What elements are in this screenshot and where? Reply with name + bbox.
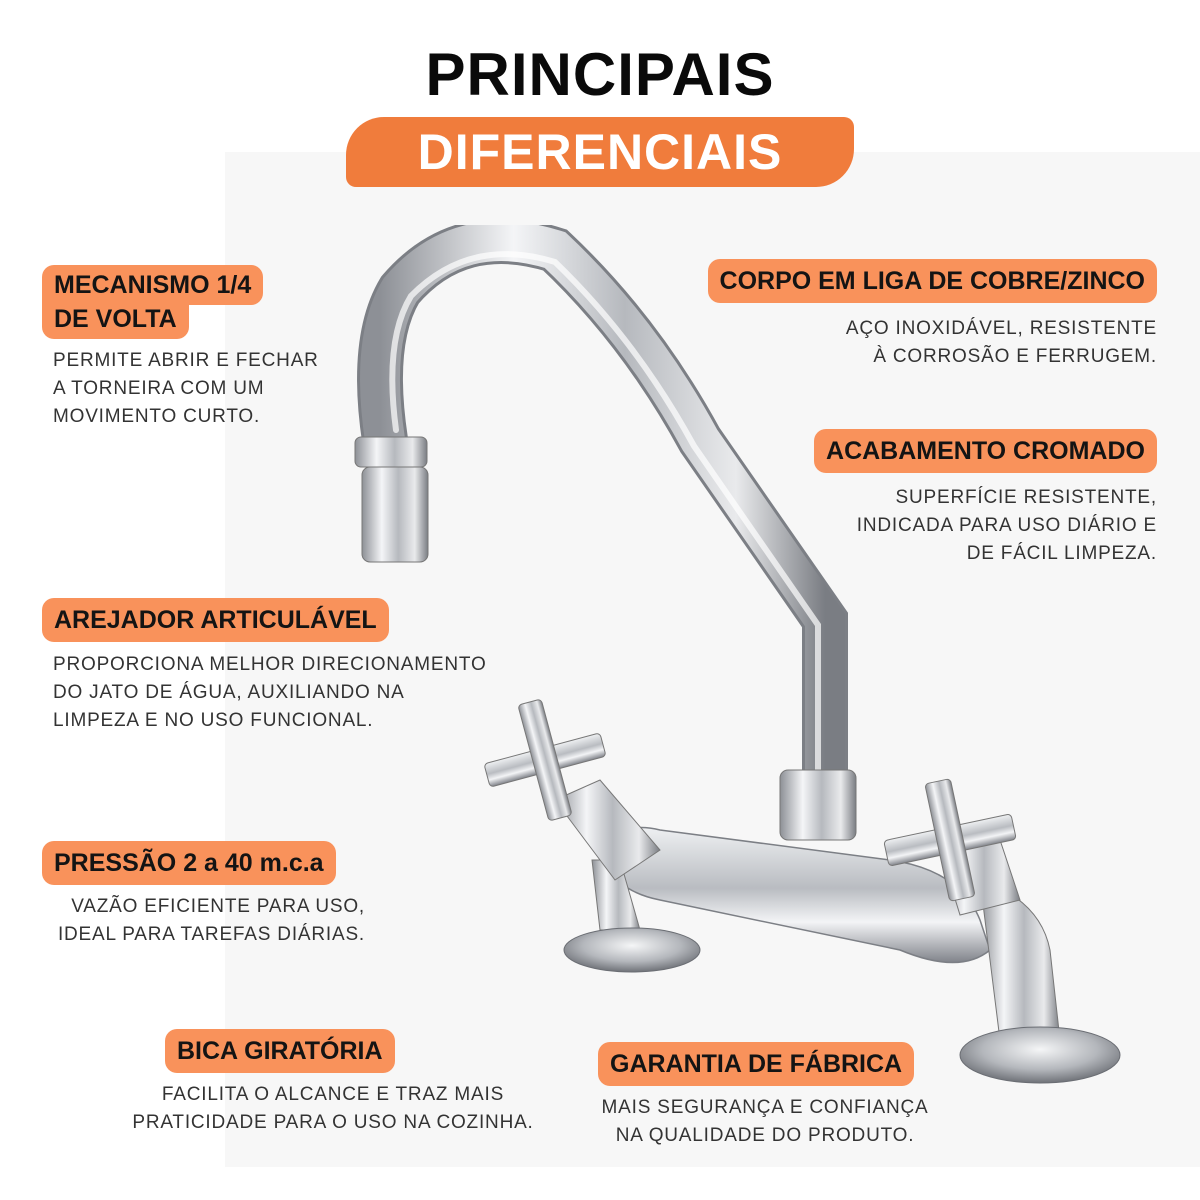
feature-acabamento-tag: ACABAMENTO CROMADO: [814, 429, 1157, 473]
desc-line: À CORROSÃO E FERRUGEM.: [873, 346, 1157, 367]
feature-corpo-desc: [846, 315, 1157, 371]
feature-pressao-tag: PRESSÃO 2 a 40 m.c.a: [42, 841, 336, 885]
feature-corpo-tag: CORPO EM LIGA DE COBRE/ZINCO: [708, 259, 1157, 303]
desc-line: IDEAL PARA TAREFAS DIÁRIAS.: [57, 924, 365, 945]
desc-line: PROPORCIONA MELHOR DIRECIONAMENTO: [53, 654, 487, 675]
desc-line: AÇO INOXIDÁVEL, RESISTENTE: [845, 318, 1157, 339]
desc-line: SUPERFÍCIE RESISTENTE,: [895, 487, 1157, 508]
feature-mecanismo-tag-line2: DE VOLTA: [42, 303, 189, 339]
desc-line: DE FÁCIL LIMPEZA.: [966, 543, 1157, 564]
desc-line: MOVIMENTO CURTO.: [53, 406, 261, 427]
title-badge: DIFERENCIAIS: [346, 117, 854, 187]
feature-arejador-desc: [53, 651, 487, 735]
desc-line: MAIS SEGURANÇA E CONFIANÇA: [601, 1097, 929, 1118]
feature-acabamento-desc: [857, 484, 1157, 568]
feature-pressao-desc: [58, 893, 365, 949]
desc-line: FACILITA O ALCANCE E TRAZ MAIS: [161, 1084, 505, 1105]
feature-garantia-desc: [560, 1094, 970, 1150]
feature-garantia-tag: GARANTIA DE FÁBRICA: [598, 1042, 914, 1086]
feature-mecanismo-title-line1: MECANISMO 1/4: [54, 271, 252, 299]
desc-line: INDICADA PARA USO DIÁRIO E: [856, 515, 1157, 536]
desc-line: PRATICIDADE PARA O USO NA COZINHA.: [132, 1112, 534, 1133]
feature-bica-desc: [70, 1081, 596, 1137]
feature-mecanismo-tag: [42, 265, 263, 305]
feature-bica-tag: BICA GIRATÓRIA: [165, 1029, 395, 1073]
desc-line: LIMPEZA E NO USO FUNCIONAL.: [53, 710, 374, 731]
feature-mecanismo-desc: [53, 347, 319, 431]
desc-line: VAZÃO EFICIENTE PARA USO,: [71, 896, 365, 917]
page-title: PRINCIPAIS: [425, 41, 775, 108]
desc-line: PERMITE ABRIR E FECHAR: [53, 350, 319, 371]
desc-line: DO JATO DE ÁGUA, AUXILIANDO NA: [53, 682, 405, 703]
feature-arejador-tag: AREJADOR ARTICULÁVEL: [42, 598, 389, 642]
desc-line: A TORNEIRA COM UM: [53, 378, 265, 399]
desc-line: NA QUALIDADE DO PRODUTO.: [615, 1125, 915, 1146]
